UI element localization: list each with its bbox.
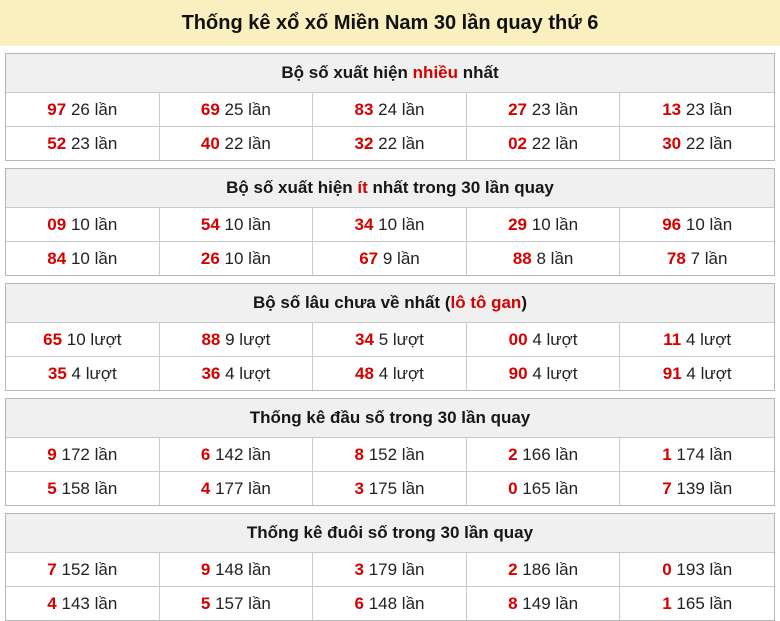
lottery-number: 91 [662,364,682,383]
header-highlight: ít [357,178,368,197]
lottery-number: 35 [47,364,67,383]
occurrence-count: 174 lần [676,445,733,464]
stat-cell [467,126,621,160]
stat-cell [6,471,160,505]
occurrence-count: 24 lần [378,100,425,119]
lottery-number: 1 [662,594,672,613]
stat-cell [467,356,621,390]
header-text: Bộ số xuất hiện [226,178,358,197]
occurrence-count: 23 lần [685,100,733,119]
stats-row [6,323,774,356]
section-header [6,284,774,323]
header-text: nhất [458,63,499,82]
occurrence-count: 22 lần [378,134,425,153]
occurrence-count: 139 lần [676,479,733,498]
lottery-number: 9 [47,445,57,464]
stat-cell [313,93,467,126]
occurrence-count: 142 lần [215,445,271,464]
lottery-number: 34 [355,330,374,349]
stat-cell [160,323,314,356]
stat-cell [160,126,314,160]
section-header [6,514,774,553]
occurrence-count: 10 lần [531,215,579,234]
stats-row [6,471,774,505]
header-text: ) [521,293,527,312]
header-text: nhất trong 30 lần quay [367,178,554,197]
lottery-number: 02 [508,134,528,153]
main-content [0,53,780,621]
header-highlight: nhiều [412,63,459,82]
stat-cell [620,93,774,126]
lottery-number: 6 [200,445,211,464]
lottery-number: 2 [508,445,518,464]
lottery-number: 13 [662,100,682,119]
lottery-number: 36 [201,364,221,383]
occurrence-count: 148 lần [215,560,271,579]
stat-cell [313,241,467,275]
stat-cell [467,586,621,620]
stat-cell [313,356,467,390]
stat-cell [6,438,160,471]
stat-cell [467,438,621,471]
lottery-number: 2 [508,560,518,579]
lottery-number: 69 [200,100,220,119]
occurrence-count: 9 lượt [225,330,271,349]
occurrence-count: 8 lần [536,249,574,268]
lottery-number: 4 [47,594,57,613]
occurrence-count: 158 lần [61,479,118,498]
stat-cell [467,93,621,126]
lottery-number: 9 [200,560,211,579]
lottery-number: 3 [354,479,364,498]
lottery-number: 97 [47,100,67,119]
occurrence-count: 186 lần [522,560,579,579]
lottery-number: 29 [508,215,528,234]
header-text: Thống kê đầu số trong 30 lần quay [249,408,531,427]
lottery-number: 48 [355,364,374,383]
occurrence-count: 166 lần [522,445,579,464]
stat-cell [160,241,314,275]
stat-cell [620,553,774,586]
occurrence-count: 25 lần [224,100,271,119]
occurrence-count: 177 lần [215,479,271,498]
page-title: Thống kê xổ xố Miền Nam 30 lần quay thứ 6 [0,0,780,46]
section-head-digit [5,398,775,506]
stat-cell [6,93,160,126]
occurrence-count: 10 lượt [66,330,122,349]
stats-row [6,356,774,390]
lottery-number: 09 [47,215,67,234]
occurrence-count: 148 lần [368,594,425,613]
occurrence-count: 4 lượt [71,364,117,383]
occurrence-count: 7 lần [690,249,728,268]
lottery-number: 84 [47,249,67,268]
occurrence-count: 4 lượt [225,364,271,383]
stat-cell [620,356,774,390]
lottery-number: 5 [47,479,57,498]
stat-cell [620,586,774,620]
stats-row [6,126,774,160]
stat-cell [313,126,467,160]
stats-row [6,553,774,586]
stat-cell [620,241,774,275]
occurrence-count: 22 lần [224,134,271,153]
lottery-number: 3 [354,560,364,579]
occurrence-count: 10 lần [224,249,271,268]
stat-cell [313,586,467,620]
lottery-number: 90 [508,364,528,383]
stat-cell [160,586,314,620]
stats-row [6,208,774,241]
lottery-number: 5 [200,594,211,613]
stat-cell [620,126,774,160]
lottery-number: 88 [201,330,221,349]
stat-cell [6,126,160,160]
lottery-number: 67 [359,249,379,268]
occurrence-count: 10 lần [378,215,425,234]
header-text: Bộ số xuất hiện [281,63,413,82]
occurrence-count: 172 lần [61,445,118,464]
occurrence-count: 4 lượt [378,364,424,383]
lottery-number: 7 [662,479,672,498]
lottery-number: 0 [508,479,518,498]
occurrence-count: 4 lượt [685,330,732,349]
stat-cell [313,323,467,356]
occurrence-count: 179 lần [368,560,425,579]
occurrence-count: 9 lần [382,249,420,268]
stat-cell [467,323,621,356]
lottery-number: 8 [508,594,518,613]
stats-row [6,241,774,275]
stat-cell [160,438,314,471]
stat-cell [160,471,314,505]
occurrence-count: 22 lần [531,134,579,153]
section-header [6,54,774,93]
occurrence-count: 143 lần [61,594,118,613]
stat-cell [313,553,467,586]
stat-cell [467,471,621,505]
lottery-number: 8 [354,445,364,464]
stats-row [6,93,774,126]
occurrence-count: 193 lần [676,560,733,579]
stats-row [6,438,774,471]
lottery-number: 1 [662,445,672,464]
occurrence-count: 10 lần [70,215,118,234]
lottery-number: 83 [354,100,374,119]
occurrence-count: 157 lần [215,594,271,613]
occurrence-count: 149 lần [522,594,579,613]
stat-cell [6,586,160,620]
occurrence-count: 23 lần [531,100,579,119]
header-highlight: lô tô gan [450,293,522,312]
section-header [6,169,774,208]
stat-cell [6,356,160,390]
lottery-number: 7 [47,560,57,579]
stats-row [6,586,774,620]
stat-cell [313,438,467,471]
occurrence-count: 165 lần [676,594,733,613]
occurrence-count: 23 lần [70,134,118,153]
occurrence-count: 4 lượt [686,364,732,383]
stat-cell [6,553,160,586]
section-least-frequent [5,168,775,276]
lottery-number: 52 [47,134,67,153]
lottery-number: 4 [200,479,211,498]
stat-cell [6,208,160,241]
lottery-number: 26 [200,249,220,268]
section-tail-digit [5,513,775,621]
stat-cell [467,208,621,241]
occurrence-count: 152 lần [61,560,118,579]
lottery-number: 78 [666,249,686,268]
lottery-number: 11 [663,330,682,349]
lottery-number: 88 [512,249,532,268]
section-most-frequent [5,53,775,161]
stat-cell [313,208,467,241]
lottery-number: 0 [662,560,672,579]
section-header [6,399,774,438]
lottery-number: 32 [354,134,374,153]
occurrence-count: 26 lần [70,100,118,119]
lottery-number: 34 [354,215,374,234]
stat-cell [620,208,774,241]
lottery-number: 27 [508,100,528,119]
lottery-number: 65 [43,330,63,349]
header-text: Thống kê đuôi số trong 30 lần quay [246,523,534,542]
stat-cell [620,471,774,505]
stat-cell [6,323,160,356]
occurrence-count: 5 lượt [378,330,424,349]
stat-cell [160,553,314,586]
occurrence-count: 10 lần [224,215,271,234]
stat-cell [620,438,774,471]
occurrence-count: 4 lượt [532,330,578,349]
occurrence-count: 152 lần [368,445,425,464]
occurrence-count: 10 lần [685,215,733,234]
occurrence-count: 165 lần [522,479,579,498]
lottery-number: 00 [508,330,528,349]
stat-cell [467,241,621,275]
stat-cell [160,93,314,126]
lottery-number: 40 [200,134,220,153]
lottery-number: 96 [662,215,682,234]
occurrence-count: 22 lần [685,134,733,153]
occurrence-count: 4 lượt [532,364,578,383]
stat-cell [160,208,314,241]
stat-cell [467,553,621,586]
stat-cell [313,471,467,505]
stat-cell [620,323,774,356]
lottery-number: 54 [200,215,220,234]
header-text: Bộ số lâu chưa về nhất ( [253,293,451,312]
occurrence-count: 175 lần [368,479,425,498]
lottery-number: 6 [354,594,364,613]
occurrence-count: 10 lần [70,249,118,268]
lottery-number: 30 [662,134,682,153]
stat-cell [6,241,160,275]
stat-cell [160,356,314,390]
section-longest-absent [5,283,775,391]
